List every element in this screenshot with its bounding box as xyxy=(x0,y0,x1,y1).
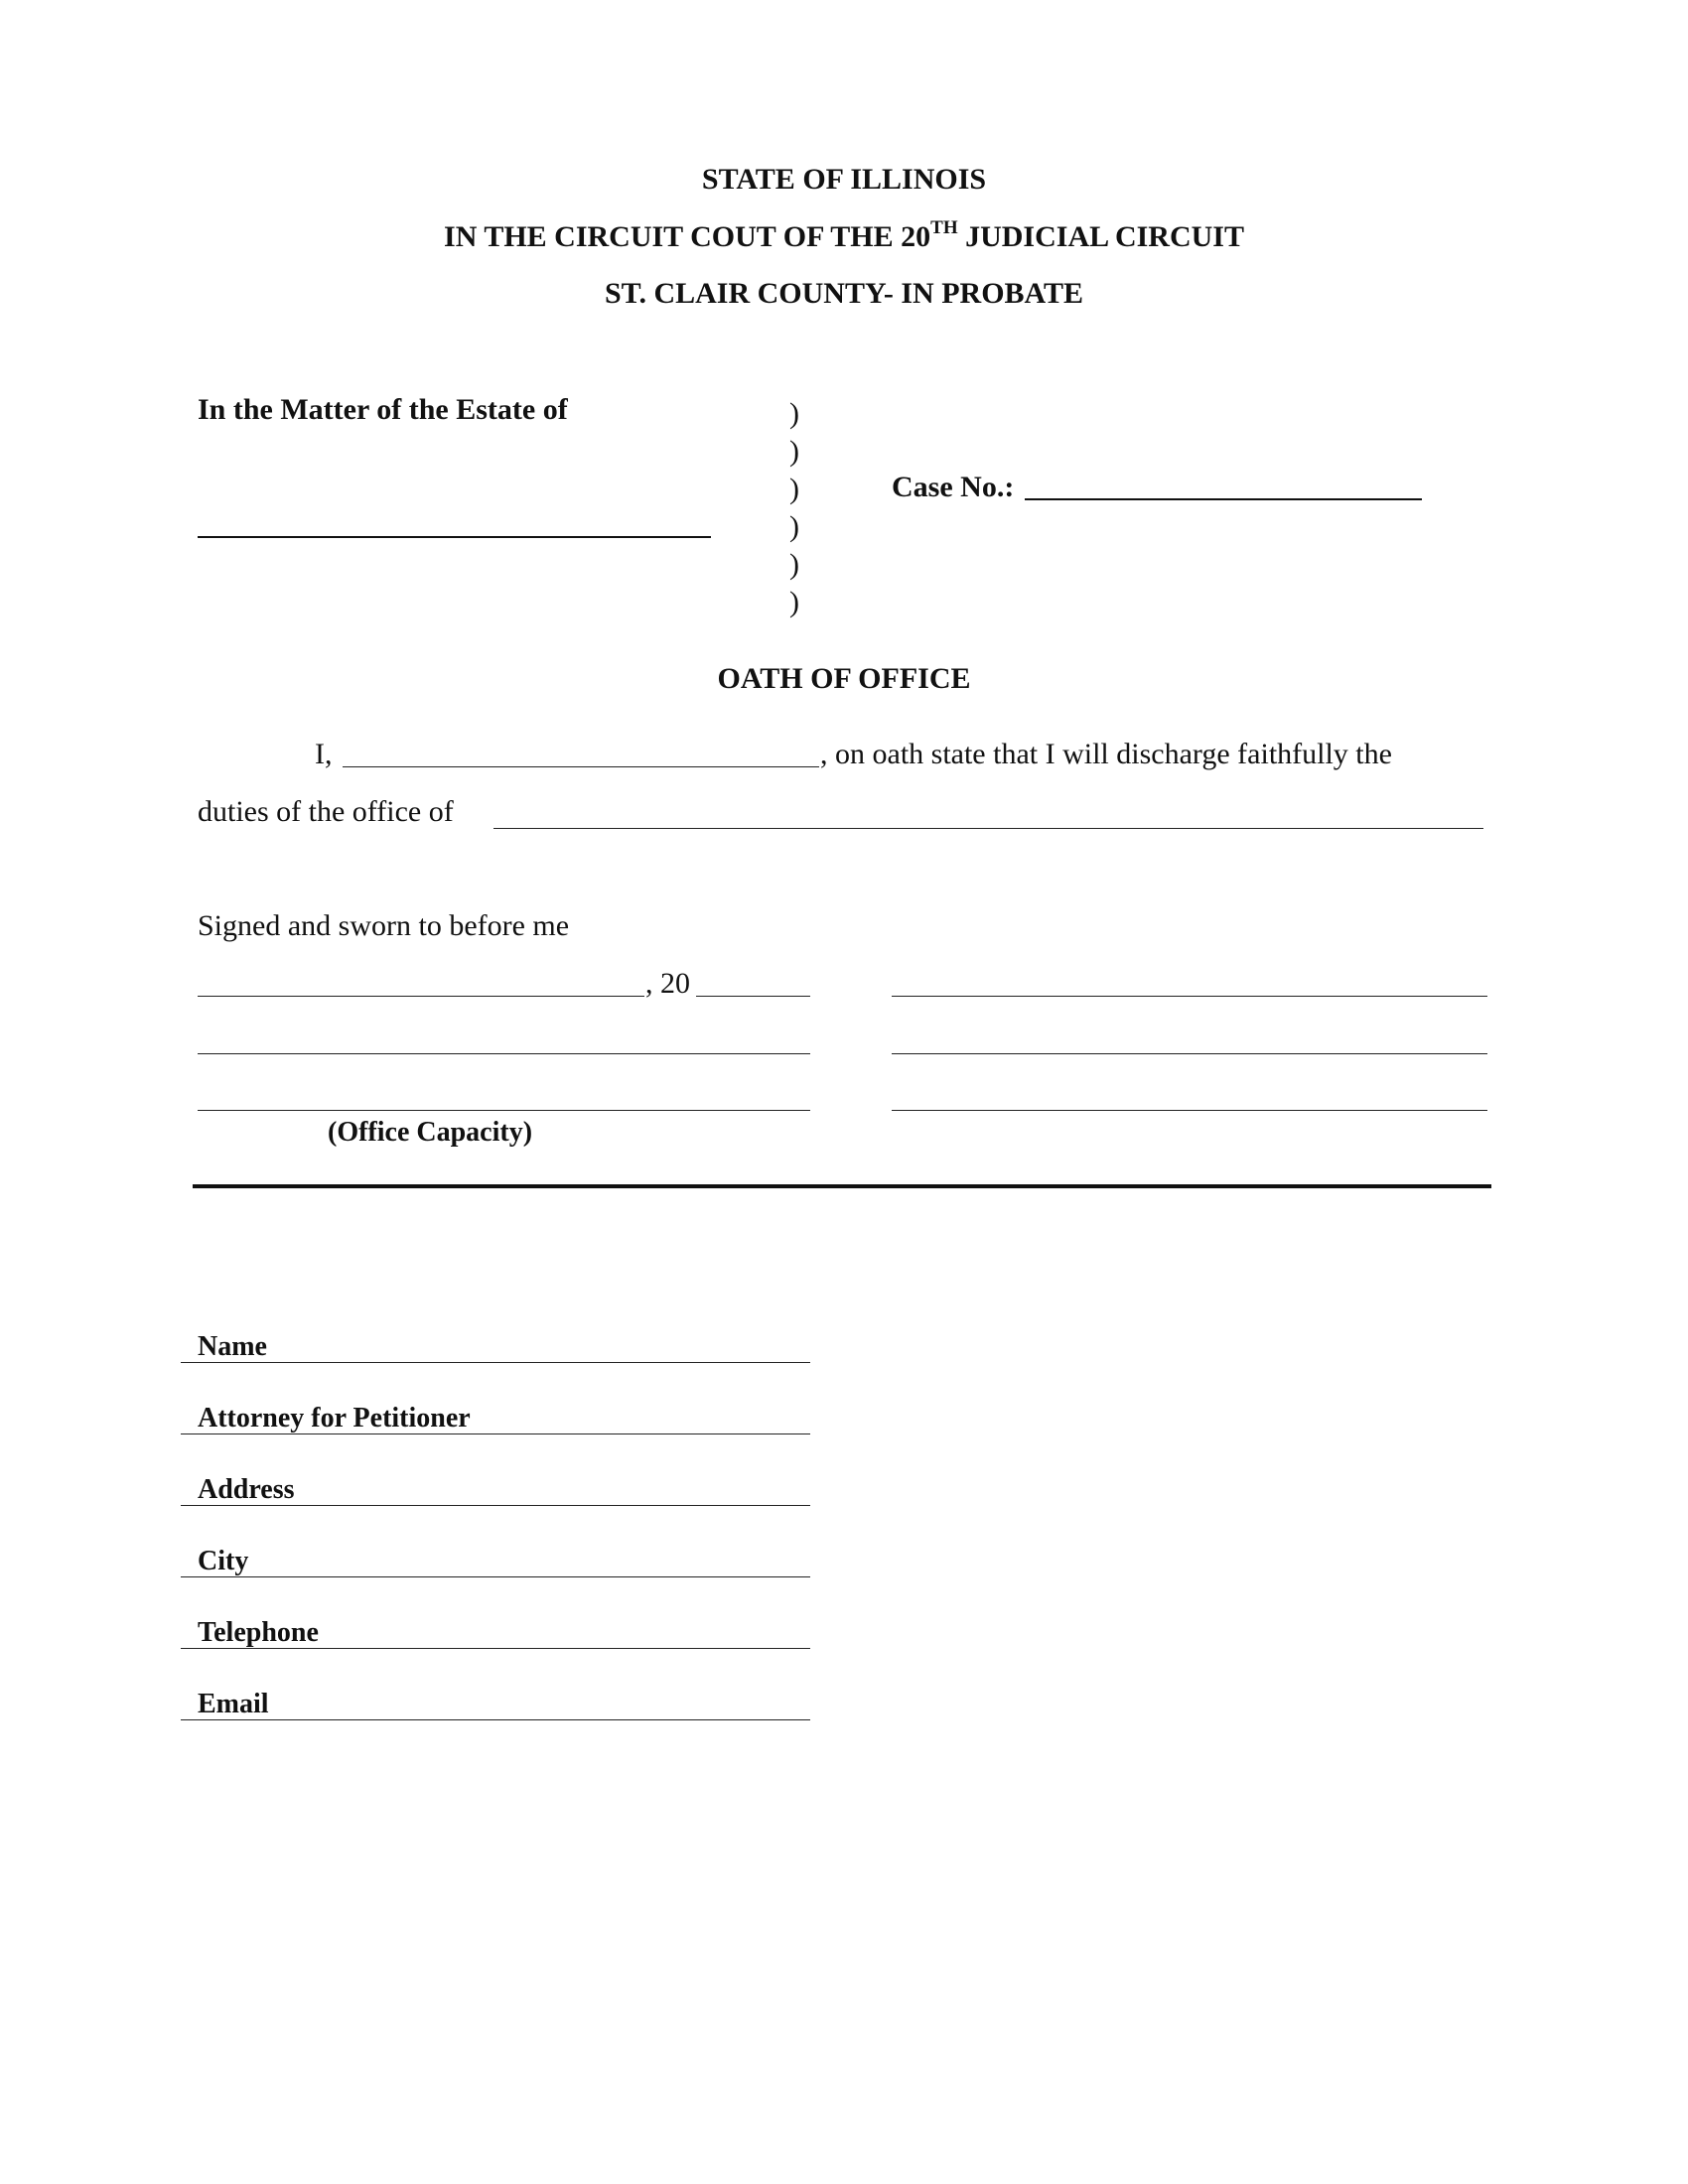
court-circuit-heading: IN THE CIRCUIT COUT OF THE 20TH JUDICIAL CIRCUIT xyxy=(444,217,1244,253)
caption-paren: ) xyxy=(789,397,799,430)
affiant-info-line[interactable] xyxy=(892,1110,1487,1111)
affiant-name-line[interactable] xyxy=(343,766,819,767)
year-prefix: , 20 xyxy=(645,967,690,1000)
office-name-line[interactable] xyxy=(493,828,1483,829)
attorney-email-label: Email xyxy=(198,1689,269,1719)
affiant-info-line[interactable] xyxy=(892,1053,1487,1054)
attorney-role-line[interactable] xyxy=(181,1433,810,1434)
attorney-city-label: City xyxy=(198,1546,249,1576)
caption-paren: ) xyxy=(789,586,799,618)
document-title: OATH OF OFFICE xyxy=(717,662,971,695)
caption-paren: ) xyxy=(789,510,799,543)
attorney-email-line[interactable] xyxy=(181,1719,810,1720)
caption-paren: ) xyxy=(789,548,799,581)
section-divider xyxy=(193,1184,1491,1188)
office-duties-label: duties of the office of xyxy=(198,795,454,828)
oath-prefix: I, xyxy=(315,738,333,770)
caption-paren: ) xyxy=(789,473,799,505)
attorney-name-line[interactable] xyxy=(181,1362,810,1363)
attorney-telephone-label: Telephone xyxy=(198,1617,319,1648)
caption-paren: ) xyxy=(789,435,799,468)
case-number-label: Case No.: xyxy=(892,471,1015,503)
case-number-line[interactable] xyxy=(1025,498,1422,500)
sworn-date-line[interactable] xyxy=(198,996,644,997)
officer-signature-line[interactable] xyxy=(198,1053,810,1054)
sworn-statement: Signed and sworn to before me xyxy=(198,909,570,942)
attorney-city-line[interactable] xyxy=(181,1576,810,1577)
estate-matter-label: In the Matter of the Estate of xyxy=(198,393,568,426)
court-county-heading: ST. CLAIR COUNTY- IN PROBATE xyxy=(604,277,1084,310)
attorney-role-label: Attorney for Petitioner xyxy=(198,1403,471,1433)
year-line[interactable] xyxy=(696,996,810,997)
estate-name-line[interactable] xyxy=(198,536,711,538)
affiant-signature-line[interactable] xyxy=(892,996,1487,997)
court-state-heading: STATE OF ILLINOIS xyxy=(701,163,987,196)
office-capacity-line[interactable] xyxy=(198,1110,810,1111)
oath-text: , on oath state that I will discharge faithfully the xyxy=(820,738,1392,770)
attorney-address-label: Address xyxy=(198,1474,295,1505)
attorney-telephone-line[interactable] xyxy=(181,1648,810,1649)
office-capacity-label: (Office Capacity) xyxy=(328,1117,533,1148)
attorney-address-line[interactable] xyxy=(181,1505,810,1506)
attorney-name-label: Name xyxy=(198,1331,267,1362)
